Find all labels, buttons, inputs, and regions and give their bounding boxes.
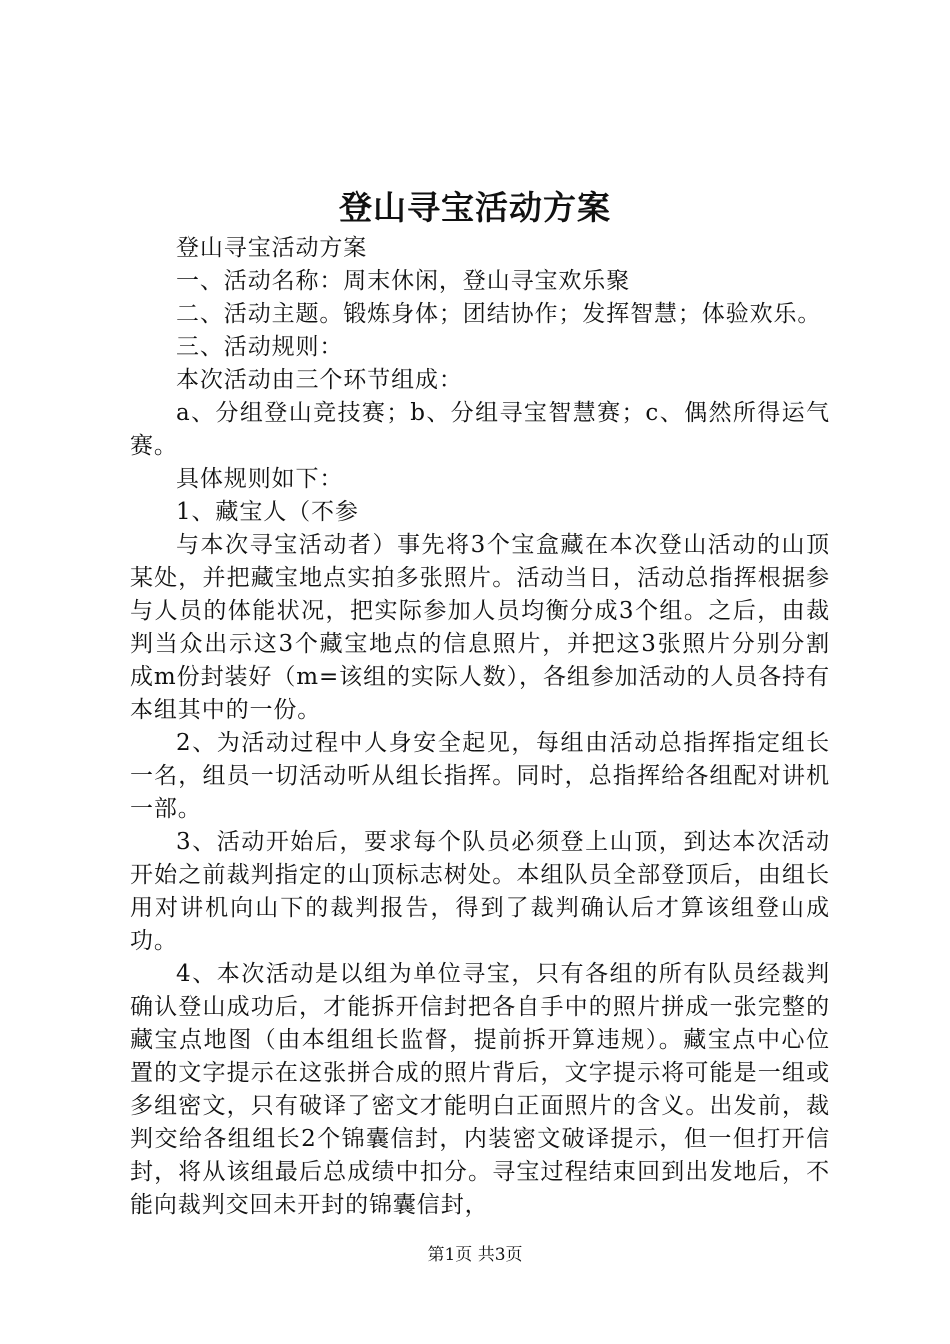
- paragraph-rule-3: 3、活动开始后，要求每个队员必须登上山顶，到达本次活动开始之前裁判指定的山顶标志树处。本组队员全部登顶后，由组长用对讲机向山下的裁判报告，得到了裁判确认后才算该组登山成功。: [130, 829, 830, 954]
- paragraph-rule-1-body: 与本次寻宝活动者）事先将3个宝盒藏在本次登山活动的山顶某处，并把藏宝地点实拍多张照片。活动当日，活动总指挥根据参与人员的体能状况，把实际参加人员均衡分成3个组。之后，由裁判当众出示这3个藏宝地点的信息照片，并把这3张照片分别分割成m份封装好（m=该组的实际人数），各组参加活动的人员各持有本组其中的一份。: [130, 532, 830, 723]
- document-body: [130, 232, 830, 1222]
- paragraph-rules-heading: 三、活动规则：: [176, 334, 344, 360]
- paragraph-rule-1-start: 1、藏宝人（不参: [176, 499, 359, 525]
- paragraph-specific-rules: 具体规则如下：: [176, 466, 344, 492]
- paragraph-three-stages: 本次活动由三个环节组成：: [176, 367, 463, 393]
- paragraph-heading-repeat: 登山寻宝活动方案: [176, 235, 368, 261]
- paragraph-stage-list: a、分组登山竞技赛；b、分组寻宝智慧赛；c、偶然所得运气赛。: [130, 400, 830, 459]
- paragraph-rule-2: 2、为活动过程中人身安全起见，每组由活动总指挥指定组长一名，组员一切活动听从组长指挥。同时，总指挥给各组配对讲机一部。: [130, 730, 830, 822]
- paragraph-rule-4: 4、本次活动是以组为单位寻宝，只有各组的所有队员经裁判确认登山成功后，才能拆开信封把各自手中的照片拼成一张完整的藏宝点地图（由本组组长监督，提前拆开算违规）。藏宝点中心位置的文字提示在这张拼合成的照片背后，文字提示将可能是一组或多组密文，只有破译了密文才能明白正面照片的含义。出发前，裁判交给各组组长2个锦囊信封，内装密文破译提示，但一但打开信封，将从该组最后总成绩中扣分。寻宝过程结束回到出发地后，不能向裁判交回未开封的锦囊信封，: [130, 961, 830, 1218]
- paragraph-activity-theme: 二、活动主题。锻炼身体；团结协作；发挥智慧；体验欢乐。: [176, 301, 822, 327]
- document-title: 登山寻宝活动方案: [339, 188, 611, 227]
- paragraph-activity-name: 一、活动名称：周末休闲，登山寻宝欢乐聚: [176, 268, 631, 294]
- page-number-footer: 第1页 共3页: [427, 1245, 523, 1265]
